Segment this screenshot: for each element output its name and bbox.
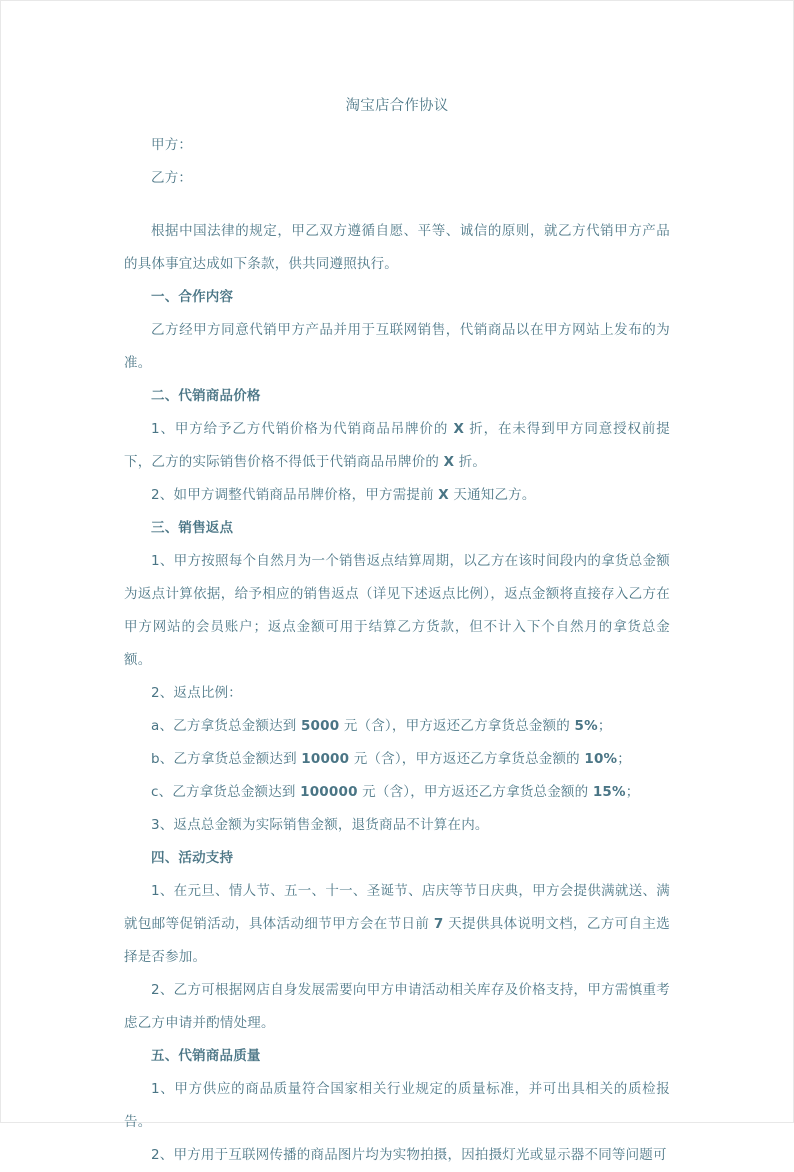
- text-run: c、乙方拿货总金额达到: [151, 784, 301, 800]
- text-run: 折，在未得到甲方同意授权前提下，乙方的实际销售价格不得低于代销商品吊牌价的: [124, 421, 671, 470]
- text-run: 3、返点总金额为实际销售金额，退货商品不计算在内。: [151, 817, 489, 833]
- text-run: 天提供具体说明文档，乙方可自主选择是否参加。: [124, 916, 671, 965]
- paragraph: [124, 974, 670, 1040]
- text-run: 2、返点比例：: [151, 685, 242, 701]
- section-heading-5: [124, 1040, 670, 1073]
- text-run: ；: [625, 784, 640, 800]
- party-a-line: [124, 129, 670, 162]
- text-run: 1、在元旦、情人节、五一、十一、圣诞节、店庆等节日庆典，甲方会提供满就送、满就包邮等促销活动，具体活动细节甲方会在节日前: [124, 883, 670, 932]
- paragraph: [124, 314, 670, 380]
- paragraph: [124, 809, 670, 842]
- rebate-item-c: [124, 776, 670, 809]
- party-b-line: [124, 162, 670, 195]
- bold-text-run: 四、活动支持: [151, 850, 234, 866]
- text-run: b、乙方拿货总金额达到: [151, 751, 302, 767]
- text-run: 1、甲方给予乙方代销价格为代销商品吊牌价的: [151, 421, 454, 437]
- bold-text-run: X: [443, 454, 455, 470]
- section-heading-3: [124, 512, 670, 545]
- bold-text-run: 15%: [592, 784, 626, 800]
- bold-text-run: 五、代销商品质量: [151, 1048, 261, 1064]
- blank-line: [124, 195, 670, 215]
- paragraph: [124, 545, 670, 677]
- text-run: 1、甲方供应的商品质量符合国家相关行业规定的质量标准，并可出具相关的质检报告。: [124, 1081, 670, 1130]
- text-run: 1、甲方按照每个自然月为一个销售返点结算周期，以乙方在该时间段内的拿货总金额为返点计算依据，给予相应的销售返点（详见下述返点比例），返点金额将直接存入乙方在甲方网站的会员账户；返点金额可用于结算乙方货款，但不计入下个自然月的拿货总金额。: [124, 553, 670, 668]
- section-heading-1: [124, 281, 670, 314]
- intro-paragraph: [124, 215, 670, 281]
- rebate-item-b: [124, 743, 670, 776]
- text-run: 2、甲方用于互联网传播的商品图片均为实物拍摄，因拍摄灯光或显示器不同等问题可: [151, 1147, 667, 1163]
- text-run: 甲方：: [151, 137, 193, 153]
- bold-text-run: 三、销售返点: [151, 520, 234, 536]
- text-run: a、乙方拿货总金额达到: [151, 718, 301, 734]
- paragraph: [124, 875, 670, 974]
- bold-text-run: X: [438, 487, 449, 503]
- document-content: [124, 90, 670, 1172]
- section-heading-2: [124, 380, 670, 413]
- bold-text-run: 5000: [300, 718, 340, 734]
- bold-text-run: 7: [433, 916, 444, 932]
- text-run: 元（含），甲方返还乙方拿货总金额的: [357, 784, 593, 800]
- bold-text-run: 二、代销商品价格: [151, 388, 261, 404]
- bold-text-run: 100000: [300, 784, 358, 800]
- text-run: 乙方：: [151, 170, 193, 186]
- paragraph: [124, 479, 670, 512]
- bold-text-run: 10000: [301, 751, 350, 767]
- text-run: 折。: [454, 454, 487, 470]
- paragraph: [124, 413, 670, 479]
- text-run: 2、如甲方调整代销商品吊牌价格，甲方需提前: [151, 487, 439, 503]
- text-run: ；: [597, 718, 612, 734]
- paragraph: [124, 1073, 670, 1139]
- text-run: 2、乙方可根据网店自身发展需要向甲方申请活动相关库存及价格支持，甲方需慎重考虑乙方申请并酌情处理。: [124, 982, 670, 1031]
- bold-text-run: 10%: [584, 751, 618, 767]
- paragraph: [124, 677, 670, 710]
- bold-text-run: 5%: [574, 718, 598, 734]
- rebate-item-a: [124, 710, 670, 743]
- text-run: ；: [617, 751, 631, 767]
- section-heading-4: [124, 842, 670, 875]
- bold-text-run: 一、合作内容: [151, 289, 234, 305]
- text-run: 根据中国法律的规定，甲乙双方遵循自愿、平等、诚信的原则，就乙方代销甲方产品的具体事宜达成如下条款，供共同遵照执行。: [124, 223, 670, 272]
- text-run: 天通知乙方。: [448, 487, 536, 503]
- paragraph: [124, 1139, 670, 1172]
- text-run: 淘宝店合作协议: [345, 98, 449, 114]
- document-title: [124, 90, 670, 123]
- bold-text-run: X: [453, 421, 465, 437]
- text-run: 元（含），甲方返还乙方拿货总金额的: [349, 751, 585, 767]
- text-run: 元（含），甲方返还乙方拿货总金额的: [339, 718, 575, 734]
- text-run: 乙方经甲方同意代销甲方产品并用于互联网销售，代销商品以在甲方网站上发布的为准。: [124, 322, 670, 371]
